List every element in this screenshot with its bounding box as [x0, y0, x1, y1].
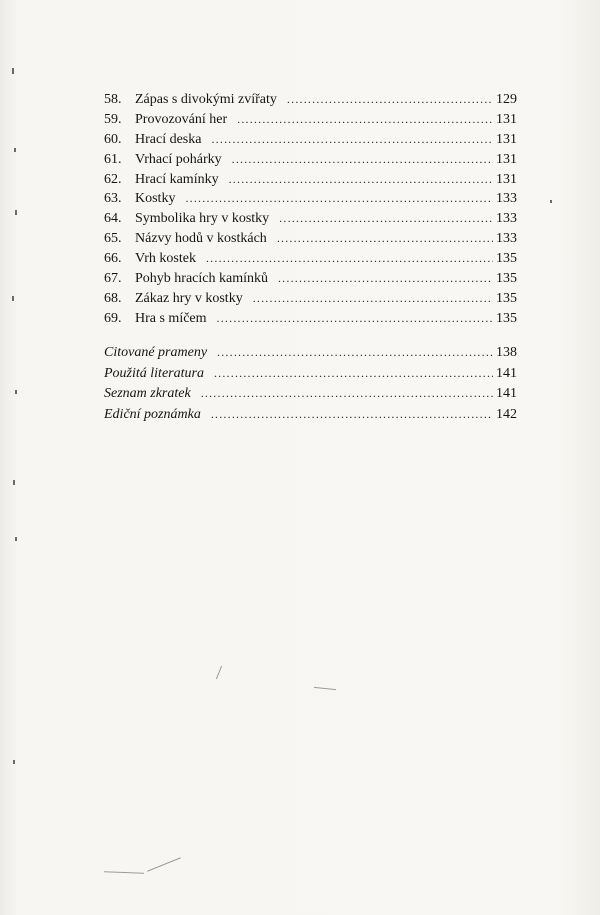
toc-entry-number: 60. — [104, 131, 122, 147]
table-of-contents — [104, 92, 517, 331]
back-matter-entry — [104, 386, 517, 407]
toc-entry-page: 131 — [496, 171, 517, 187]
toc-entry — [104, 172, 517, 192]
toc-entry-number: 59. — [104, 111, 122, 127]
back-matter-list — [104, 345, 517, 427]
dot-leader — [217, 311, 493, 326]
dot-leader — [201, 386, 493, 401]
back-matter-entry — [104, 345, 517, 366]
back-matter-title: Použitá literatura — [104, 365, 204, 381]
toc-entry — [104, 152, 517, 172]
dot-leader — [211, 407, 493, 422]
pencil-stroke — [216, 666, 222, 679]
toc-entry-title: Symbolika hry v kostky — [135, 211, 270, 227]
toc-entry — [104, 311, 517, 331]
toc-entry — [104, 231, 517, 251]
toc-entry-title: Pohyb hracích kamínků — [135, 271, 268, 287]
dot-leader — [287, 92, 493, 107]
toc-entry-number: 69. — [104, 310, 122, 326]
toc-entry — [104, 132, 517, 152]
scan-speck — [15, 210, 17, 215]
toc-entry-title: Hrací deska — [135, 131, 202, 147]
dot-leader — [279, 211, 493, 226]
back-matter-title: Citované prameny — [104, 345, 208, 360]
toc-entry-page: 129 — [496, 92, 517, 107]
toc-entry-number: 64. — [104, 211, 122, 227]
dot-leader — [278, 271, 493, 286]
dot-leader — [185, 191, 493, 206]
scan-speck — [13, 760, 15, 764]
toc-entry-title: Vrhací pohárky — [135, 151, 222, 167]
toc-entry-title: Hrací kamínky — [135, 171, 219, 187]
dot-leader — [211, 132, 493, 147]
toc-entry-number: 68. — [104, 290, 122, 306]
scan-speck — [12, 296, 14, 301]
back-matter-title: Seznam zkratek — [104, 386, 191, 401]
dot-leader — [277, 231, 493, 246]
scan-speck — [12, 68, 14, 74]
toc-entry-title: Zápas s divokými zvířaty — [135, 92, 277, 107]
toc-entry-title: Provozování her — [135, 111, 228, 127]
toc-entry-page: 133 — [496, 211, 517, 227]
scan-speck — [15, 537, 17, 541]
back-matter-title: Ediční poznámka — [104, 406, 201, 422]
dot-leader — [232, 152, 493, 167]
toc-entry-number: 61. — [104, 151, 122, 167]
toc-entry — [104, 251, 517, 271]
toc-entry-page: 133 — [496, 231, 517, 247]
toc-entry-number: 67. — [104, 271, 122, 287]
toc-entry-number: 65. — [104, 231, 122, 247]
pencil-stroke — [104, 871, 144, 873]
dot-leader — [214, 366, 493, 381]
back-matter-entry — [104, 407, 517, 428]
toc-entry — [104, 211, 517, 231]
scan-speck — [14, 148, 16, 152]
dot-leader — [217, 345, 493, 360]
scan-speck — [15, 390, 17, 394]
toc-entry — [104, 271, 517, 291]
back-matter-page: 141 — [496, 386, 517, 401]
toc-entry-number: 66. — [104, 251, 122, 267]
scan-speck — [550, 200, 552, 203]
back-matter-page: 142 — [496, 406, 517, 422]
back-matter-page: 141 — [496, 365, 517, 381]
toc-entry-title: Kostky — [135, 191, 176, 207]
toc-entry-number: 62. — [104, 171, 122, 187]
toc-entry — [104, 92, 517, 112]
toc-entry-title: Názvy hodů v kostkách — [135, 231, 267, 247]
back-matter-entry — [104, 366, 517, 387]
dot-leader — [253, 291, 493, 306]
toc-entry-page: 133 — [496, 191, 517, 207]
toc-entry-number: 63. — [104, 191, 122, 207]
toc-entry — [104, 112, 517, 132]
toc-entry-page: 131 — [496, 111, 517, 127]
back-matter-page: 138 — [496, 345, 517, 360]
toc-entry-page: 135 — [496, 310, 517, 326]
pencil-stroke — [314, 687, 336, 690]
toc-entry-title: Hra s míčem — [135, 310, 207, 326]
dot-leader — [229, 172, 493, 187]
toc-entry-page: 135 — [496, 290, 517, 306]
toc-entry-title: Vrh kostek — [135, 251, 196, 267]
scan-speck — [13, 480, 15, 485]
toc-entry-title: Zákaz hry v kostky — [135, 290, 243, 306]
toc-entry-page: 135 — [496, 251, 517, 267]
toc-entry — [104, 291, 517, 311]
toc-entry-page: 131 — [496, 131, 517, 147]
dot-leader — [237, 112, 493, 127]
pencil-stroke — [147, 857, 181, 871]
toc-entry-page: 135 — [496, 271, 517, 287]
toc-entry-number: 58. — [104, 92, 122, 107]
dot-leader — [206, 251, 493, 266]
toc-entry — [104, 191, 517, 211]
toc-entry-page: 131 — [496, 151, 517, 167]
